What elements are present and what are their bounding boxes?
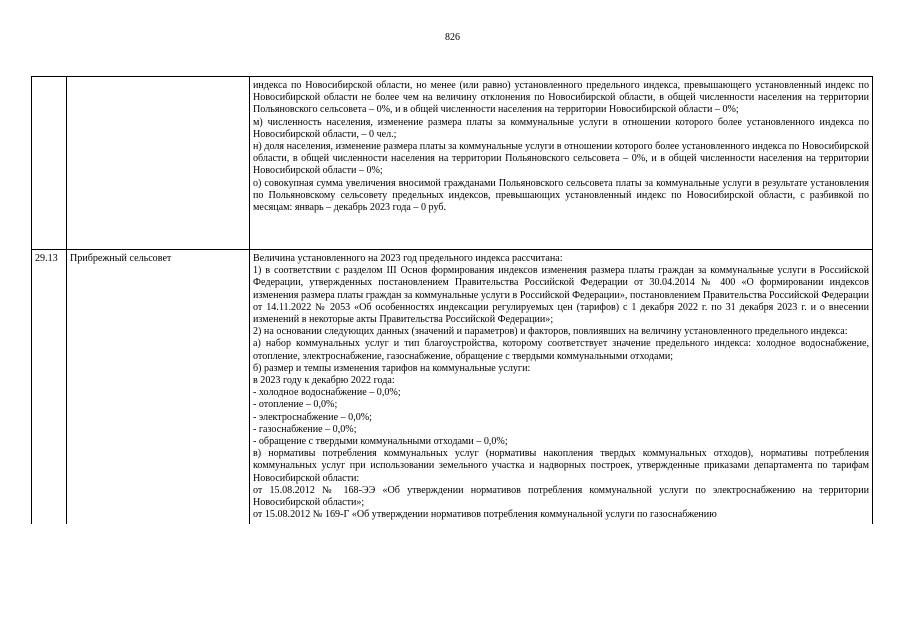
row-number-cell: 29.13 [32,250,67,525]
list-item: - отопление – 0,0%; [253,399,338,411]
table-row [32,77,873,250]
document-table [31,76,873,524]
row-name-cell: Прибрежный сельсовет [67,250,250,525]
paragraph: 2) на основании следующих данных (значений и параметров) и факторов, повлиявших на величину установленного предельного индекса: [253,326,848,338]
list-item: - газоснабжение – 0,0%; [253,423,357,435]
paragraph: о) совокупная сумма увеличения вносимой гражданами Польяновского сельсовета платы за коммунальные услуги в результате установления по Польяновскому сельсовету предельных индексов, превышающих установленный индекс по Новосибирской области, с разбивкой по месяцам: январь – декабрь 2023 года – 0 руб. [253,177,869,214]
paragraph: индекса по Новосибирской области, но менее (или равно) установленного предельного индекса, превышающего установленный индекс по Новосибирской области не более чем на величину отклонения по Новосибирской области, в общей численности населения на территории Польяновского сельсовета – 0%, и в общей численности населения на территории Новосибирской области – 0%; [253,80,869,116]
paragraph: в) нормативы потребления коммунальных услуг (нормативы накопления твердых коммунальных отходов), нормативы потребления коммунальных услуг при использовании земельного участка и надворных построек, утвержденные приказами департамента по тарифам Новосибирской области: [253,448,869,484]
table-row [32,250,873,525]
row-name-cell [67,77,250,250]
row-content-cell [250,77,873,250]
paragraph: б) размер и темпы изменения тарифов на коммунальные услуги: [253,362,531,374]
list-item: - обращение с твердыми коммунальными отходами – 0,0%; [253,436,508,448]
paragraph: Величина установленного на 2023 год предельного индекса рассчитана: [253,253,563,264]
paragraph: н) доля населения, изменение размера платы за коммунальные услуги в отношении которого более установленного индекса по Новосибирской области, в общей численности населения на территории Польяновского сельсовета – 0%, и в общей численности населения на территории Новосибирской области – 0%; [253,141,869,177]
row-content-cell [250,250,873,525]
list-item: - электроснабжение – 0,0%; [253,411,372,423]
paragraph: в 2023 году к декабрю 2022 года: [253,375,395,387]
paragraph: от 15.08.2012 № 168-ЭЭ «Об утверждении нормативов потребления коммунальной услуги по электроснабжению на территории Новосибирской области»; [253,484,869,509]
paragraph: 1) в соответствии с разделом III Основ формирования индексов изменения размера платы граждан за коммунальные услуги в Российской Федерации, утвержденных постановлением Правительства Российской Федерации от 30.04.2014 № 400 «О формировании индексов изменения размера платы граждан за коммунальные услуги в Российской Федерации», постановлением Правительства Российской Федерации от 14.11.2022 № 2053 «Об особенностях индексации регулируемых цен (тарифов) с 1 декабря 2022 г. по 31 декабря 2023 г. и о внесении изменений в некоторые акты Правительства Российской Федерации»; [253,265,869,326]
page-number: 826 [445,32,460,43]
paragraph: а) набор коммунальных услуг и тип благоустройства, которому соответствует значение предельного индекса: холодное водоснабжение, отопление, электроснабжение, газоснабжение, обращение с твердыми коммунальными отходами; [253,338,869,362]
paragraph: от 15.08.2012 № 169-Г «Об утверждении нормативов потребления коммунальной услуги по газоснабжению [253,509,717,521]
row-number-cell [32,77,67,250]
paragraph: м) численность населения, изменение размера платы за коммунальные услуги в отношении которого более установленного индекса по Новосибирской области, – 0 чел.; [253,116,869,140]
list-item: - холодное водоснабжение – 0,0%; [253,387,401,399]
